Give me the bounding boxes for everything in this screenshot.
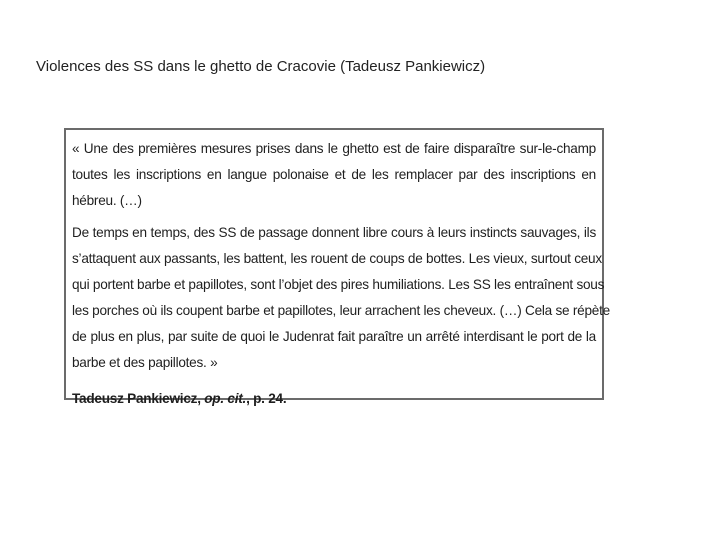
quote-line: les porches où ils coupent barbe et papillotes, leur arrachent les cheveux. (…) Cela se répète	[72, 303, 610, 318]
page-title: Violences des SS dans le ghetto de Cracovie (Tadeusz Pankiewicz)	[36, 58, 486, 75]
quote-line: De temps en temps, des SS de passage donnent libre cours à leurs instincts sauvages, ils	[72, 225, 596, 240]
quote-box	[64, 128, 610, 406]
quote-line: hébreu. (…)	[72, 193, 142, 208]
quote-line: toutes les inscriptions en langue polonaise et de les remplacer par des inscriptions en	[72, 167, 596, 182]
citation-page: , p. 24.	[246, 391, 287, 406]
citation-author: Tadeusz Pankiewicz,	[72, 391, 205, 406]
citation	[72, 386, 596, 412]
quote-line: de plus en plus, par suite de quoi le Judenrat fait paraître un arrêté interdisant le port de la	[72, 329, 596, 344]
citation-work: op. cit.	[204, 391, 247, 406]
quote-line: « Une des premières mesures prises dans le ghetto est de faire disparaître sur-le-champ	[72, 141, 596, 156]
quote-line: s’attaquent aux passants, les battent, les rouent de coups de bottes. Les vieux, surtout ceux	[72, 251, 602, 266]
quote-line: qui portent barbe et papillotes, sont l’objet des pires humiliations. Les SS les entraînent sous	[72, 277, 605, 292]
quote-line: barbe et des papillotes. »	[72, 355, 218, 370]
